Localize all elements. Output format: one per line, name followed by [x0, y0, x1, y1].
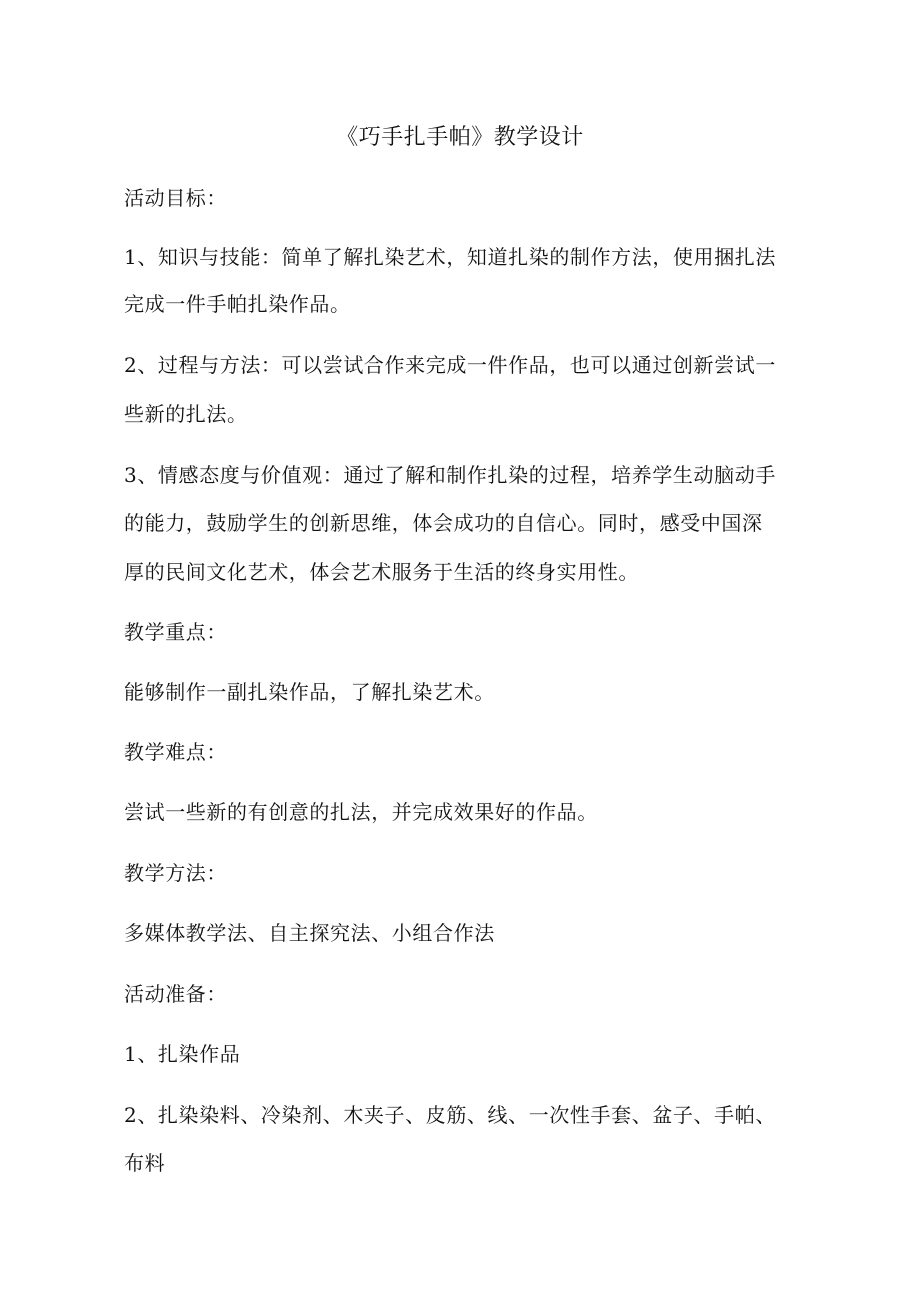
goal-1-line-1: 1、知识与技能：简单了解扎染艺术，知道扎染的制作方法，使用捆扎法 — [124, 245, 776, 269]
heading-methods: 教学方法： — [124, 861, 227, 885]
document-title: 《巧手扎手帕》教学设计 — [336, 125, 584, 150]
preparation-item-2-line-2: 布料 — [124, 1151, 166, 1175]
goal-2-line-2: 些新的扎法。 — [124, 402, 248, 426]
goal-2-line-1: 2、过程与方法：可以尝试合作来完成一件作品，也可以通过创新尝试一 — [124, 353, 776, 377]
difficulties-text: 尝试一些新的有创意的扎法，并完成效果好的作品。 — [124, 800, 598, 824]
heading-difficulties: 教学难点： — [124, 740, 227, 764]
goal-1-line-2: 完成一件手帕扎染作品。 — [124, 292, 351, 316]
key-points-text: 能够制作一副扎染作品，了解扎染艺术。 — [124, 680, 495, 704]
goal-3-line-3: 厚的民间文化艺术，体会艺术服务于生活的终身实用性。 — [124, 560, 639, 584]
methods-text: 多媒体教学法、自主探究法、小组合作法 — [124, 921, 495, 945]
heading-preparation: 活动准备： — [124, 982, 227, 1006]
goal-3-line-1: 3、情感态度与价值观：通过了解和制作扎染的过程，培养学生动脑动手 — [124, 463, 776, 487]
goal-3-line-2: 的能力，鼓励学生的创新思维，体会成功的自信心。同时，感受中国深 — [124, 511, 763, 535]
preparation-item-1: 1、扎染作品 — [124, 1042, 241, 1066]
heading-activity-goals: 活动目标： — [124, 186, 227, 210]
heading-key-points: 教学重点： — [124, 620, 227, 644]
preparation-item-2-line-1: 2、扎染染料、冷染剂、木夹子、皮筋、线、一次性手套、盆子、手帕、 — [124, 1103, 776, 1127]
